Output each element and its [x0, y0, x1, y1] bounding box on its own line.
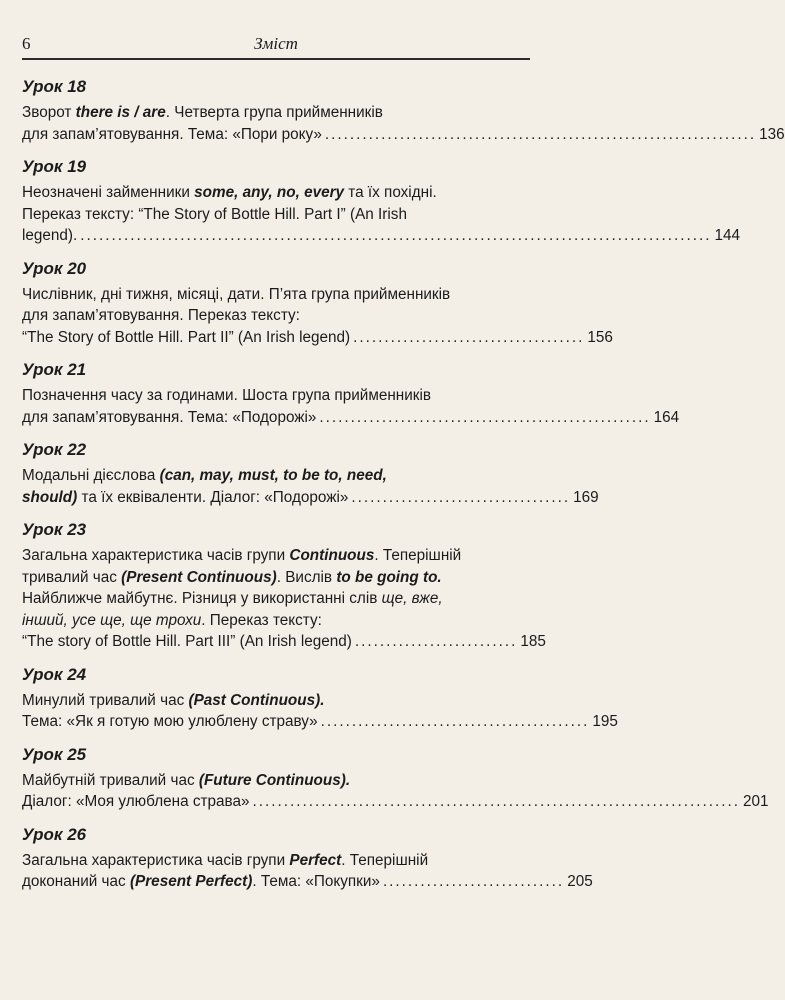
page-ref: 164: [653, 408, 680, 426]
toc-entry-lesson-18[interactable]: [22, 76, 785, 145]
lesson-title: Урок 24: [22, 664, 87, 684]
lesson-title: Урок 23: [22, 520, 87, 539]
lesson-description: Зворот there is / are. Четверта група прийменників для запам’ятовування. Тема: «Пори року» ..................................................................... 136: [22, 102, 532, 145]
leader-dots: ..............................................................................: [252, 793, 740, 810]
toc-entry-lesson-21[interactable]: [22, 359, 680, 428]
page-number: 6: [22, 34, 31, 53]
leader-dots: .....................................................: [319, 408, 651, 426]
page-ref: 195: [592, 713, 618, 730]
toc-entry-lesson-22[interactable]: [22, 439, 599, 508]
page-ref: 185: [520, 633, 546, 650]
lesson-description: Позначення часу за годинами. Шоста група прийменників для запам’ятовування. Тема: «Подорожі» ..................................................... 164: [22, 385, 532, 428]
page-ref: 156: [587, 328, 613, 346]
page-ref: 205: [567, 873, 593, 890]
page-ref: 169: [573, 488, 599, 506]
leader-dots: ...................................: [351, 488, 571, 506]
toc-entry-lesson-19[interactable]: [22, 156, 741, 247]
table-of-contents: [22, 76, 785, 904]
leader-dots: ...........................................: [320, 713, 590, 730]
lesson-title: Урок 22: [22, 440, 87, 459]
leader-dots: .............................: [382, 873, 565, 890]
page-ref: 144: [714, 227, 741, 244]
toc-entry-lesson-26[interactable]: [22, 824, 593, 893]
lesson-title: Урок 25: [22, 744, 87, 764]
lesson-description: Числівник, дні тижня, місяці, дати. П’ята група прийменників для запам’ятовування. Переказ тексту: “The Story of Bottle Hill. Part II” (An Irish legend) ..................................... 156: [22, 284, 532, 349]
leader-dots: ..........................: [354, 633, 518, 650]
toc-entry-lesson-20[interactable]: [22, 258, 613, 349]
leader-dots: .....................................................................................................: [80, 227, 712, 244]
lesson-description: Майбутній тривалий час (Future Continuous). Діалог: «Моя улюблена страва» .............................................................................. 201: [22, 770, 532, 813]
running-header: [22, 34, 530, 60]
lesson-title: Урок 26: [22, 824, 87, 844]
lesson-description: Загальна характеристика часів групи Continuous. Теперішній тривалий час (Present Continuous). Вислів to be going to. Найближче майбутнє. Різниця у використанні слів ще, вже, інший, усе ще, ще трохи. Переказ тексту: “The story of Bottle Hill. Part III” (An Irish legend) .......................... 185: [22, 545, 532, 653]
lesson-description: Минулий тривалий час (Past Continuous). Тема: «Як я готую мою улюблену страву» ........................................... 195: [22, 690, 532, 733]
lesson-title: Урок 19: [22, 157, 87, 176]
lesson-title: Урок 20: [22, 258, 87, 278]
lesson-description: Модальні дієслова (can, may, must, to be to, need, should) та їх еквіваленти. Діалог: «Подорожі» ................................... 169: [22, 465, 532, 508]
lesson-title: Урок 21: [22, 360, 87, 379]
lesson-description: Загальна характеристика часів групи Perfect. Теперішній доконаний час (Present Perfect). Тема: «Покупки» ............................. 205: [22, 850, 532, 893]
page-ref: 136: [759, 125, 785, 143]
toc-entry-lesson-23[interactable]: [22, 519, 546, 653]
page-ref: 201: [742, 793, 769, 810]
running-title: Зміст: [254, 34, 298, 53]
toc-entry-lesson-25[interactable]: [22, 744, 769, 813]
toc-entry-lesson-24[interactable]: [22, 664, 618, 733]
lesson-title: Урок 18: [22, 77, 87, 96]
leader-dots: .....................................: [353, 328, 585, 346]
lesson-description: Неозначені займенники some, any, no, every та їх похідні. Переказ тексту: “The Story of Bottle Hill. Part I” (An Irish legend). ..................................................................................................... 144: [22, 182, 532, 247]
leader-dots: .....................................................................: [324, 125, 757, 143]
